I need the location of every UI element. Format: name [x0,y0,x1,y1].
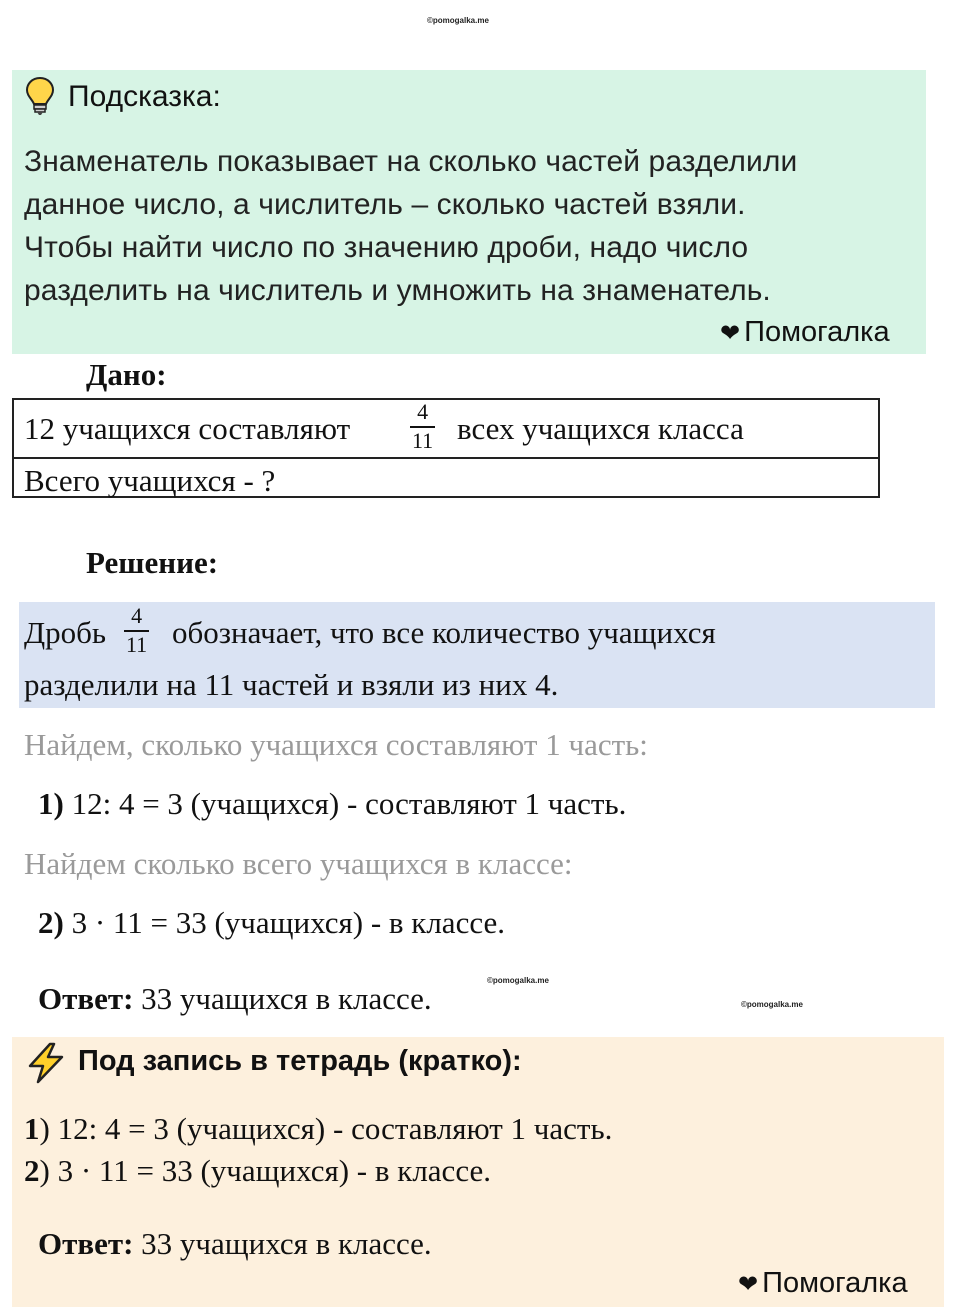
step-1-number: 1) [38,786,64,821]
explain-rest: обозначает, что все количество учащихся [172,615,716,650]
step-2 [38,905,505,941]
hint-line-4: разделить на числитель и умножить на знаменатель. [24,274,771,307]
lightning-icon [24,1042,68,1084]
answer-label: Ответ: [38,981,134,1016]
hint-line-2: данное число, а числитель – сколько частей взяли. [24,188,746,221]
given-fraction [410,401,435,452]
notes-answer-label: Ответ: [38,1226,134,1261]
notes-line-2 [24,1153,491,1189]
hint-line-3: Чтобы найти число по значению дроби, надо число [24,231,749,264]
given-title: Дано: [86,357,167,392]
explain-fraction [124,605,149,656]
explain-line-2: разделили на 11 частей и взяли из них 4. [24,667,559,702]
heart-icon: ❤ [738,1272,759,1298]
answer [38,981,432,1017]
table-divider [12,457,880,459]
notes-brand [738,1267,908,1300]
notes-title: Под запись в тетрадь (кратко): [78,1045,522,1077]
watermark-top: ©pomogalka.me [427,16,489,25]
hint-brand-label: Помогалка [744,316,890,348]
lightbulb-icon [24,76,56,116]
hint-title: Подсказка: [68,80,221,113]
notes-answer-text: 33 учащихся в классе. [141,1226,432,1261]
notes-line-2-number: 2 [24,1153,40,1188]
step-2-text: 3 · 11 = 33 (учащихся) - в классе. [71,905,505,940]
hint-brand [720,316,890,349]
notes-answer [38,1226,432,1262]
answer-text: 33 учащихся в классе. [141,981,432,1016]
fraction-denominator: 11 [126,632,148,657]
watermark-middle: ©pomogalka.me [487,976,549,985]
hint-line-1: Знаменатель показывает на сколько частей разделили [24,145,798,178]
given-row-1-start: 12 учащихся составляют [24,411,351,446]
watermark-right: ©pomogalka.me [741,1000,803,1009]
given-row-2: Всего учащихся - ? [24,463,276,498]
given-row-1-end: всех учащихся класса [457,411,744,446]
step-1 [38,786,626,822]
step-1-text: 12: 4 = 3 (учащихся) - составляют 1 часть. [71,786,627,821]
step-2-number: 2) [38,905,64,940]
find-total-text: Найдем сколько всего учащихся в классе: [24,846,573,881]
notes-line-1-text: ) 12: 4 = 3 (учащихся) - составляют 1 часть. [39,1111,613,1146]
fraction-numerator: 4 [131,603,143,628]
fraction-numerator: 4 [417,399,429,424]
explain-word: Дробь [24,615,107,650]
notes-line-1 [24,1111,612,1147]
notes-line-2-text: ) 3 · 11 = 33 (учащихся) - в классе. [39,1153,491,1188]
find-part-text: Найдем, сколько учащихся составляют 1 часть: [24,727,648,762]
heart-icon: ❤ [720,321,741,347]
solution-title: Решение: [86,545,219,580]
notes-brand-label: Помогалка [762,1267,908,1299]
notes-line-1-number: 1 [24,1111,40,1146]
fraction-denominator: 11 [412,428,434,453]
